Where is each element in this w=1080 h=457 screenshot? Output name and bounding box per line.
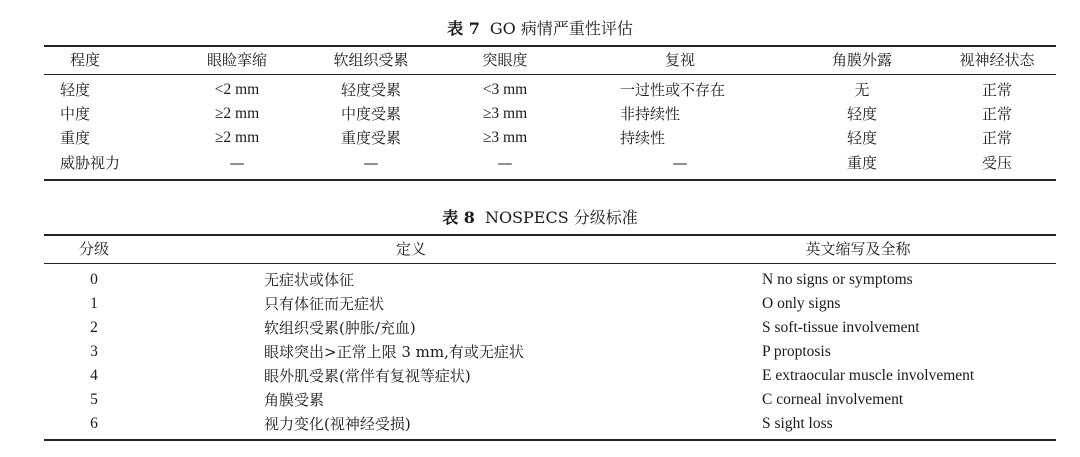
table8-row1-grade: 1 — [90, 295, 98, 312]
table7-row1-eyelid: <2 mm — [214, 81, 260, 98]
table7-row3-soft-tissue: 重度受累 — [340, 129, 402, 147]
table7-row4-degree: 威胁视力 — [60, 154, 121, 172]
table7-caption — [0, 19, 1080, 39]
table7-caption-number: 表 7 — [447, 19, 480, 38]
table7-row2-optic-nerve: 正常 — [981, 105, 1013, 123]
table8-row2-abbreviation: S soft-tissue involvement — [762, 319, 920, 336]
table7-bottom-rule — [44, 179, 1056, 181]
table8-row0-definition: 无症状或体征 — [264, 271, 355, 289]
table7-row3-proptosis: ≥3 mm — [482, 129, 528, 146]
table8-row2-definition: 软组织受累(肿胀/充血) — [264, 319, 416, 337]
table8-row6-abbreviation: S sight loss — [762, 415, 833, 432]
table8-row4-definition: 眼外肌受累(常伴有复视等症状) — [264, 367, 471, 385]
table7-row1-degree: 轻度 — [60, 81, 91, 99]
table8-header-rule — [44, 263, 1056, 264]
table8-row6-definition: 视力变化(视神经受损) — [264, 415, 411, 433]
table7-row2-eyelid: ≥2 mm — [214, 105, 260, 122]
table7-row1-cornea: 无 — [854, 81, 870, 99]
table7-row4-optic-nerve: 受压 — [981, 154, 1013, 172]
table7-row2-cornea: 轻度 — [846, 105, 878, 123]
table8-row3-grade: 3 — [90, 343, 98, 360]
table7-row2-soft-tissue: 中度受累 — [340, 105, 402, 123]
table7-row2-degree: 中度 — [60, 105, 91, 123]
table7-header-rule — [44, 74, 1056, 75]
table7-header-soft-tissue: 软组织受累 — [333, 51, 409, 69]
table7-top-rule — [44, 45, 1056, 47]
table8-top-rule — [44, 234, 1056, 236]
table7-row4-eyelid: — — [229, 154, 245, 172]
table8-caption-title: NOSPECS 分级标准 — [484, 208, 638, 227]
table7-row3-diplopia: 持续性 — [620, 129, 666, 147]
table8-row3-definition: 眼球突出>正常上限 3 mm,有或无症状 — [264, 343, 524, 361]
table8-row4-grade: 4 — [90, 367, 98, 384]
table7-header-proptosis: 突眼度 — [482, 51, 528, 69]
table7-row1-soft-tissue: 轻度受累 — [340, 81, 402, 99]
table7-row4-diplopia: — — [672, 154, 688, 172]
table8-row5-grade: 5 — [90, 391, 98, 408]
table8-row6-grade: 6 — [90, 415, 98, 432]
table7-row3-cornea: 轻度 — [846, 129, 878, 147]
table8-row4-abbreviation: E extraocular muscle involvement — [762, 367, 975, 384]
table7-row4-cornea: 重度 — [846, 154, 878, 172]
table8-row1-definition: 只有体征而无症状 — [264, 295, 385, 313]
table8-row1-abbreviation: O only signs — [762, 295, 841, 312]
table7-row4-soft-tissue: — — [363, 154, 379, 172]
table7-row1-diplopia: 一过性或不存在 — [620, 81, 726, 99]
table8-row2-grade: 2 — [90, 319, 98, 336]
table7-row3-eyelid: ≥2 mm — [214, 129, 260, 146]
table8-caption — [0, 208, 1080, 228]
table8-row0-grade: 0 — [90, 271, 98, 288]
table8-header-abbreviation: 英文缩写及全称 — [805, 240, 911, 258]
table7-row4-proptosis: — — [497, 154, 513, 172]
table8-header-grade: 分级 — [78, 240, 110, 258]
table7-header-cornea: 角膜外露 — [831, 51, 893, 69]
table7-header-degree: 程度 — [69, 51, 101, 69]
table7-header-diplopia: 复视 — [664, 51, 696, 69]
table8-caption-number: 表 8 — [442, 208, 475, 227]
table7-row2-proptosis: ≥3 mm — [482, 105, 528, 122]
table8-bottom-rule — [44, 439, 1056, 441]
table7-header-eyelid: 眼睑挛缩 — [206, 51, 268, 69]
table8-row5-abbreviation: C corneal involvement — [762, 391, 904, 408]
table7-row3-optic-nerve: 正常 — [981, 129, 1013, 147]
table7-header-optic-nerve: 视神经状态 — [959, 51, 1035, 69]
table8-row5-definition: 角膜受累 — [264, 391, 325, 409]
table8-header-definition: 定义 — [395, 240, 427, 258]
table7-row2-diplopia: 非持续性 — [620, 105, 681, 123]
table7-row1-optic-nerve: 正常 — [981, 81, 1013, 99]
table8-row3-abbreviation: P proptosis — [762, 343, 831, 360]
table7-caption-title: GO 病情严重性评估 — [489, 19, 633, 38]
table8-row0-abbreviation: N no signs or symptoms — [762, 271, 913, 288]
table7-row3-degree: 重度 — [60, 129, 91, 147]
table7-row1-proptosis: <3 mm — [482, 81, 528, 98]
